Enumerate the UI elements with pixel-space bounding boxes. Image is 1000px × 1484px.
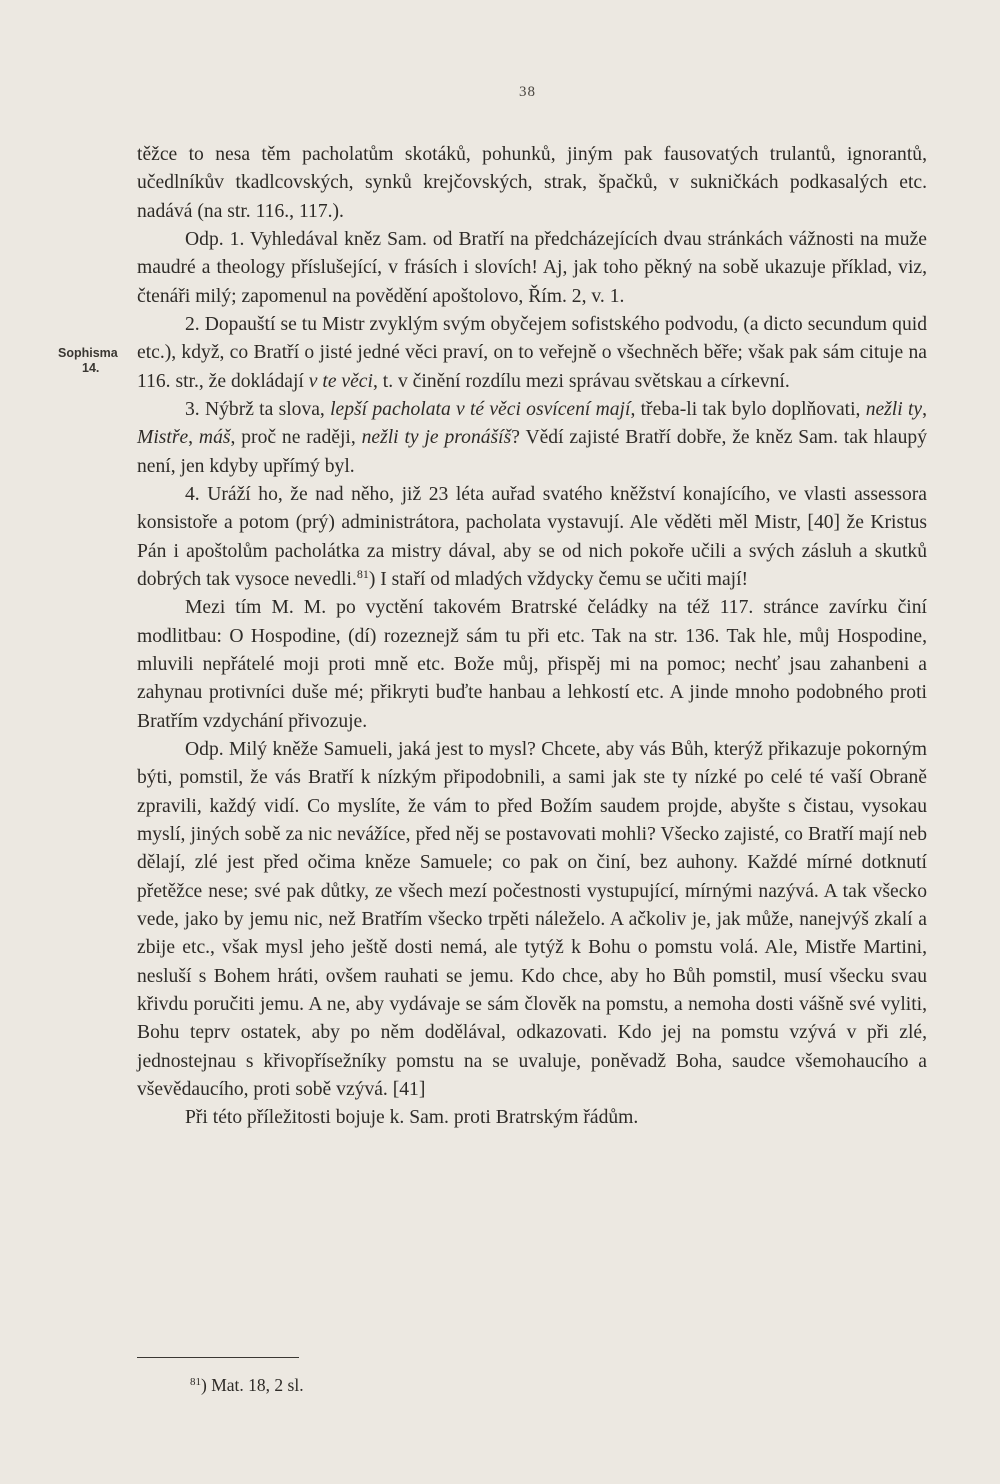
margin-note (58, 346, 118, 376)
paragraph-4 (137, 396, 927, 481)
paragraph-4-italic-3: Mistře (137, 427, 189, 449)
margin-note-number: 14. (82, 361, 100, 375)
paragraph-3-text-a: 2. Dopauští se tu Mistr zvyklým svým obyčejem sofistského podvodu, (a dicto secundum quid etc.), když, co Bratří o jisté jedné věci praví, on to veřejně o všechněch běře; však pak sám cituje na 116. str., že dokládají (137, 313, 927, 392)
paragraph-5 (137, 481, 927, 594)
footnote-divider (137, 1357, 299, 1358)
paragraph-4-text-e: , proč ne raději, (230, 427, 362, 449)
paragraph-4-text-d: , (188, 427, 199, 449)
paragraph-4-italic-1: lepší pacholata v té věci osvícení mají (330, 398, 631, 420)
paragraph-3 (137, 311, 927, 396)
paragraph-5-text-b: ) I staří od mladých vždycky čemu se učiti mají! (368, 568, 749, 590)
footnote-reference: 81 (356, 566, 369, 581)
footnote-text: ) Mat. 18, 2 sl. (201, 1375, 304, 1395)
paragraph-4-italic-2: nežli ty (865, 398, 923, 420)
paragraph-4-text-c: , (922, 398, 927, 420)
paragraph-7: Odp. Milý kněže Samueli, jaká jest to mysl? Chcete, aby vás Bůh, kterýž přikazuje pokorným býti, pomstil, že vás Bratří k nízkým připodobnili, a sami jak ste ty nízké po celé té vaší Obraně zpravili, každý vidí. Co myslíte, že vám to před Božím saudem projde, abyšte s čistau, vysokau myslí, jiných sobě za nic nevážíce, před něj se postavovati mohli? Všecko zajisté, co Bratří mají neb dělají, zlé jest před očima kněze Samuele; co pak on činí, bez auhony. Každé mírné dotknutí přetěžce nese; své pak důtky, ze všech mezí počestnosti vystupující, mírnými nazývá. A tak všecko vede, jako by jemu nic, než Bratřím všecko trpěti náleželo. A ačkoliv je, jak může, nanejvýš zkalí a zbije etc., však mysl jeho ještě dosti nemá, ale tytýž k Bohu o pomstu volá. Ale, Mistře Martini, nesluší s Bohem hráti, ovšem rauhati se jemu. Kdo chce, aby ho Bůh pomstil, musí všecku svau křivdu poručiti jemu. A ne, aby vydávaje se sám člověk na pomstu, a nemoha dosti vášně své vyliti, Bohu teprv ostatek, aby po něm dodělával, odkazovati. Kdo jej na pomstu vzývá v při zlé, jednostejnau s křivopřísežníky pomstu na se uvaluje, poněvadž Boha, saudce všemohaucího a vševědaucího, proti sobě vzývá. [41] (137, 738, 927, 1100)
paragraph-8: Při této příležitosti bojuje k. Sam. proti Bratrským řádům. (185, 1107, 639, 1129)
paragraph-2: Odp. 1. Vyhledával kněz Sam. od Bratří na předcházejících dvau stránkách vážnosti na muže maudré a theology příslušející, v frásích i slovích! Aj, jak toho pěkný na sobě ukazuje příklad, viz, čtenáři milý; zapomenul na povědění apoštolovo, Řím. 2, v. 1. (137, 228, 927, 307)
paragraph-5-text-a: 4. Uráží ho, že nad něho, již 23 léta auřad svatého kněžství konajícího, ve vlasti assessora konsistoře a potom (prý) administrátora, pacholata vystavují. Ale věděti měl Mistr, [40] že Kristus Pán i apoštolům pacholátka za mistry dával, aby se od nich pokoře učili a svých zásluh a skutků dobrých tak vysoce nevedli. (137, 483, 927, 590)
paragraph-4-text-a: 3. Nýbrž ta slova, (185, 398, 331, 420)
paragraph-1: těžce to nesa těm pacholatům skotáků, pohunků, jiným pak fausovatých trulantů, ignorantů, učedlníkův tkadlcovských, synků krejčovských, strak, špačků, v sukničkách podkasalých etc. nadává (na str. 116., 117.). (137, 144, 927, 222)
footnote-marker: 81 (190, 1376, 201, 1388)
paragraph-6: Mezi tím M. M. po vyctění takovém Bratrské čeládky na též 117. stránce zavírku činí modlitbau: O Hospodine, (dí) rozeznejž sám tu při etc. Tak na str. 136. Tak hle, můj Hospodine, mluvili nepřátelé moji proti mně etc. Bože můj, přispěj mi na pomoc; nechť jsau zahanbeni a zahynau protivníci duše mé; přikryti buďte hanbau a lehkostí etc. A jinde mnoho podobného proti Bratřím vzdychání přivozuje. (137, 597, 927, 732)
footnote (190, 1374, 304, 1396)
paragraph-3-text-b: , t. v činění rozdílu mezi správau světskau a církevní. (372, 370, 790, 392)
body-text (137, 141, 927, 1132)
paragraph-4-text-b: , třeba-li tak bylo doplňovati, (630, 398, 866, 420)
page-number: 38 (519, 84, 536, 100)
paragraph-4-italic-5: nežli ty je pronášíš (361, 427, 512, 449)
paragraph-4-text-f: ? Vědí zajisté Bratří dobře, že kněz Sam. tak hlaupý není, jen kdyby upřímý byl. (137, 427, 928, 477)
margin-note-label: Sophisma (58, 346, 118, 360)
paragraph-4-italic-4: máš (198, 427, 231, 449)
paragraph-3-italic: v te věci (308, 370, 373, 392)
